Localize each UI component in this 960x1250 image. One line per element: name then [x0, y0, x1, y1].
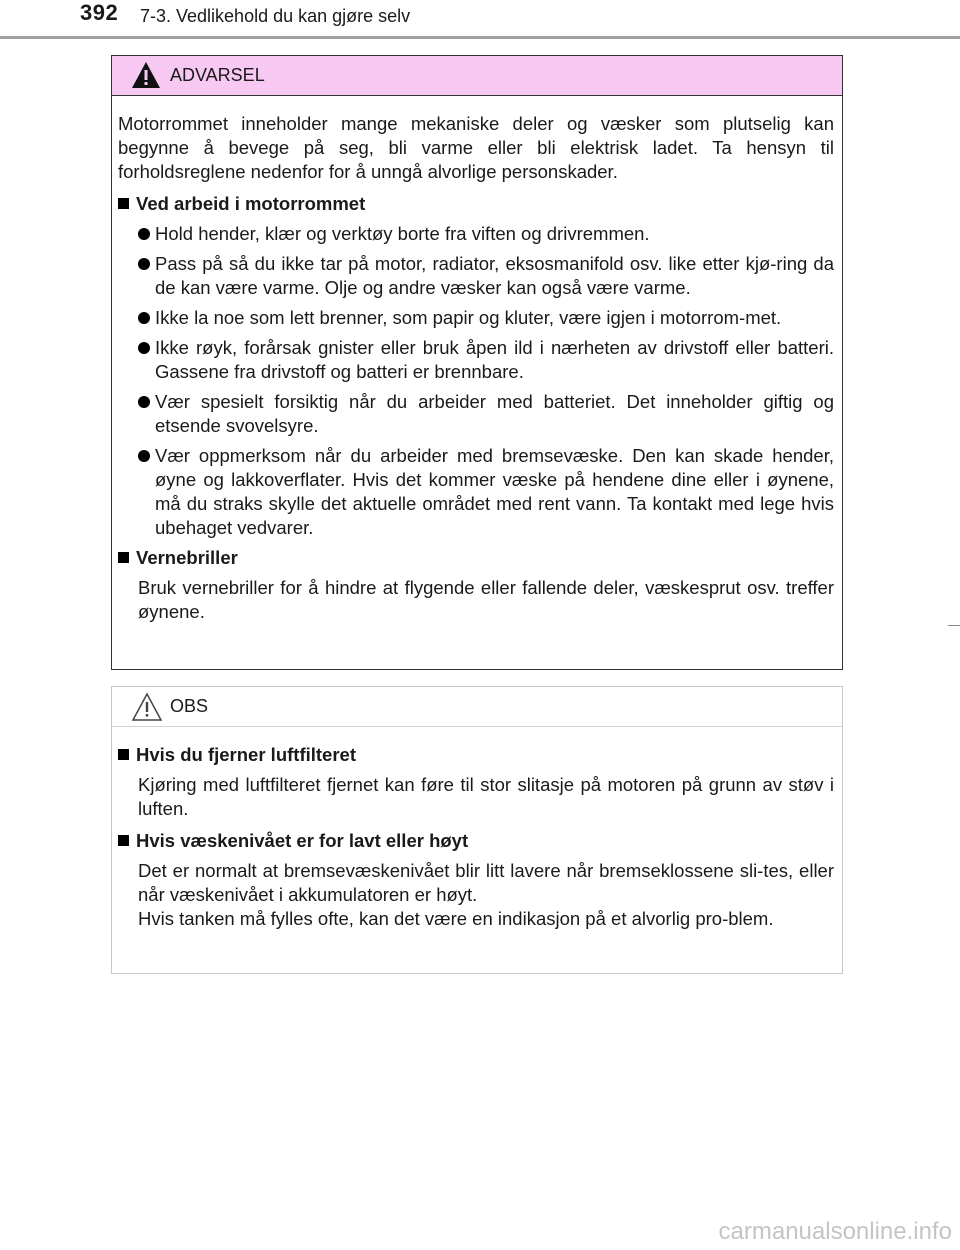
notice-label: OBS [170, 696, 209, 716]
square-bullet-icon [118, 552, 129, 563]
watermark: carmanualsonline.info [718, 1218, 952, 1245]
crop-mark [948, 625, 960, 626]
round-bullet-icon [138, 342, 150, 354]
square-bullet-icon [118, 835, 129, 846]
square-bullet-icon [118, 198, 129, 209]
section-heading: Hvis væskenivået er for lavt eller høyt [118, 829, 834, 853]
list-item: Hold hender, klær og verktøy borte fra viften og drivremmen. [138, 222, 834, 246]
list-item: Vær oppmerksom når du arbeider med bremsevæske. Den kan skade hender, øyne og lakkoverflater. Hvis det kommer væske på hendene dine eller i øynene, må du straks skylle det aktuelle området med rent vann. Ta kontakt med lege hvis ubehaget vedvarer. [138, 444, 834, 540]
list-item: Vær spesielt forsiktig når du arbeider med batteriet. Det inneholder giftig og etsende svovelsyre. [138, 390, 834, 438]
section-heading: Vernebriller [118, 546, 834, 570]
caution-triangle-icon [130, 691, 164, 728]
warning-body [112, 96, 842, 624]
section-text: Kjøring med luftfilteret fjernet kan føre til stor slitasje på motoren på grunn av støv i luften. [138, 774, 834, 819]
warning-intro: Motorrommet inneholder mange mekaniske deler og væsker som plutselig kan begynne å bevege på seg, bli varme eller bli elektrisk ladet. Ta hensyn til forholdsreglene nedenfor for å unngå alvorlige personskader. [118, 113, 834, 182]
round-bullet-icon [138, 396, 150, 408]
section-text: Det er normalt at bremsevæskenivået blir litt lavere når bremseklossene sli-tes, eller når væskenivået i akkumulatoren er høyt. [138, 860, 834, 905]
page-number: 392 [80, 0, 119, 25]
section-heading: Hvis du fjerner luftfilteret [118, 743, 834, 767]
section-text: Hvis tanken må fylles ofte, kan det være en indikasjon på et alvorlig pro-blem. [138, 908, 774, 929]
square-bullet-icon [118, 749, 129, 760]
list-item: Ikke la noe som lett brenner, som papir og kluter, være igjen i motorrom-met. [138, 306, 834, 330]
warning-box [111, 55, 843, 670]
list-item: Pass på så du ikke tar på motor, radiator, eksosmanifold osv. like etter kjø-ring da de kan være varme. Olje og andre væsker kan også være varme. [138, 252, 834, 300]
notice-header [112, 687, 842, 727]
warning-label: ADVARSEL [170, 65, 265, 85]
section-text: Bruk vernebriller for å hindre at flygende eller fallende deler, væskesprut osv. treffer øynene. [138, 577, 834, 622]
section-title: 7-3. Vedlikehold du kan gjøre selv [140, 6, 411, 26]
round-bullet-icon [138, 228, 150, 240]
notice-body [112, 727, 842, 931]
warning-triangle-icon [130, 60, 162, 95]
list-item: Ikke røyk, forårsak gnister eller bruk åpen ild i nærheten av drivstoff eller batteri. Gassene fra drivstoff og batteri er brennbare. [138, 336, 834, 384]
round-bullet-icon [138, 258, 150, 270]
header-rule [0, 36, 960, 39]
round-bullet-icon [138, 450, 150, 462]
section-heading: Ved arbeid i motorrommet [118, 192, 834, 216]
round-bullet-icon [138, 312, 150, 324]
warning-header [112, 56, 842, 96]
notice-box [111, 686, 843, 974]
